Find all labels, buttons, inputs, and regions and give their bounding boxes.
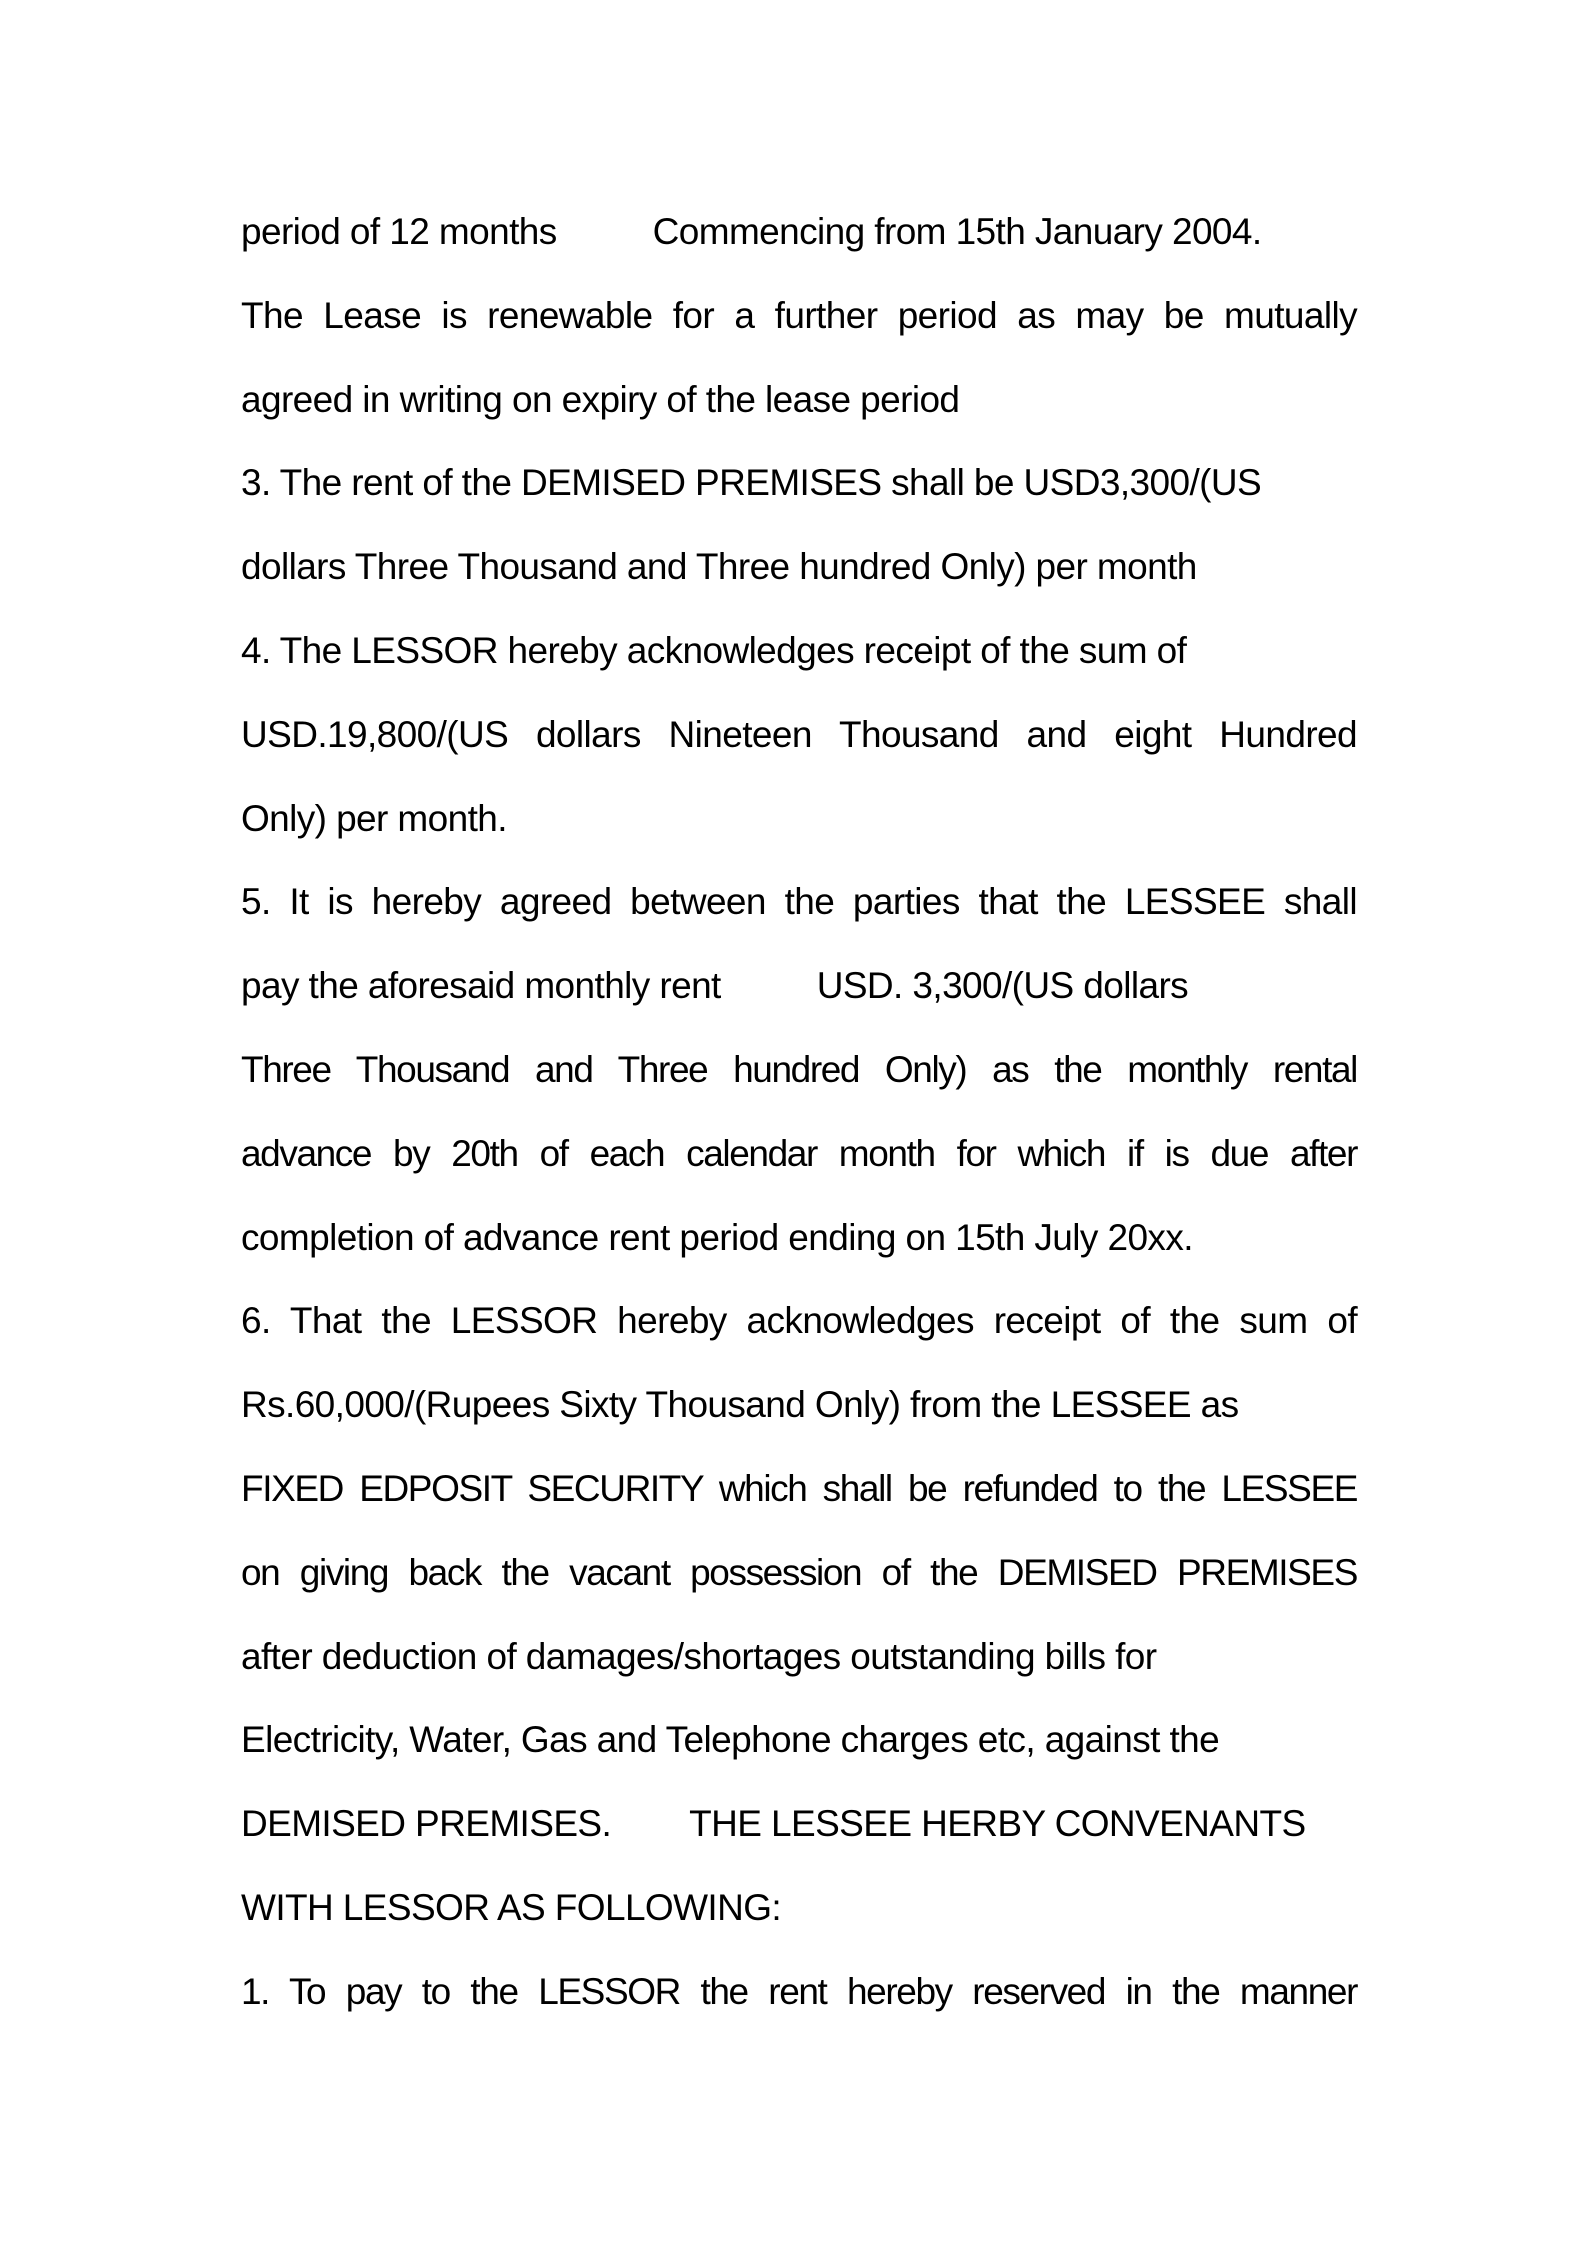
text-line-14: 6. That the LESSOR hereby acknowledges receipt of the sum of [241,1300,1357,1342]
text-line-13: completion of advance rent period ending on 15th July 20xx. [241,1216,1193,1258]
text-line-3: agreed in writing on expiry of the lease period [241,378,960,420]
text-segment: USD. 3,300/(US dollars [816,965,1189,1007]
text-line-7: USD.19,800/(US dollars Nineteen Thousand and eight Hundred [241,713,1357,755]
text-line-21: WITH LESSOR AS FOLLOWING: [241,1886,782,1928]
text-line-16: FIXED EDPOSIT SECURITY which shall be refunded to the LESSEE [241,1467,1357,1509]
text-line-5: dollars Three Thousand and Three hundred Only) per month [241,546,1197,588]
text-line-10 [241,954,1357,1038]
text-line-11: Three Thousand and Three hundred Only) as the monthly rental [241,1048,1357,1090]
text-segment: pay the aforesaid monthly rent [241,965,721,1007]
text-line-18: after deduction of damages/shortages outstanding bills for [241,1635,1157,1677]
text-segment: period of 12 months [241,211,557,252]
text-line-4: 3. The rent of the DEMISED PREMISES shall be USD3,300/(US [241,462,1262,504]
text-segment: THE LESSEE HERBY CONVENANTS [689,1803,1306,1845]
text-line-9: 5. It is hereby agreed between the parties that the LESSEE shall [241,881,1357,923]
text-line-17: on giving back the vacant possession of the DEMISED PREMISES [241,1551,1357,1593]
text-line-1 [241,200,1357,284]
text-line-6: 4. The LESSOR hereby acknowledges receipt of the sum of [241,629,1187,671]
document-page [241,200,1357,2044]
text-line-19: Electricity, Water, Gas and Telephone charges etc, against the [241,1719,1220,1761]
text-line-8: Only) per month. [241,797,507,839]
text-segment: Commencing from 15th January 2004. [652,211,1262,252]
text-line-22: 1. To pay to the LESSOR the rent hereby reserved in the manner [241,1970,1357,2012]
text-line-12: advance by 20th of each calendar month for which if is due after [241,1132,1357,1174]
text-line-15: Rs.60,000/(Rupees Sixty Thousand Only) from the LESSEE as [241,1384,1239,1426]
text-segment: DEMISED PREMISES. [241,1803,612,1845]
text-line-20 [241,1792,1357,1876]
text-line-2: The Lease is renewable for a further period as may be mutually [241,294,1357,336]
